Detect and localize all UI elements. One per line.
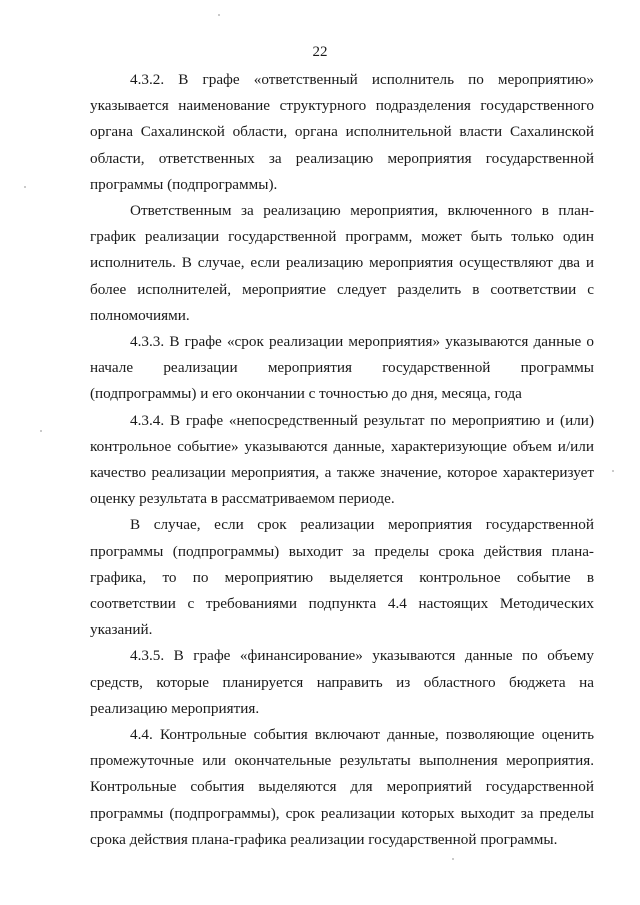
paragraph-4-3-3: 4.3.3. В графе «срок реализации мероприятия» указываются данные о начале реализации мероприятия государственной программы (подпрограммы) и его окончании с точностью до дня, месяца, года [90,333,594,403]
scan-speck [452,858,454,860]
scan-speck [24,186,26,188]
scan-speck [40,430,42,432]
scan-speck [612,470,614,472]
paragraph-4-3-2: 4.3.2. В графе «ответственный исполнитель по мероприятию» указывается наименование структурного подразделения государственного органа Сахалинской области, органа исполнительной власти Сахалинской области, ответственных за реализацию мероприятия государственной программы (подпрограммы). [90,71,594,193]
paragraph-responsible-executor: Ответственным за реализацию мероприятия, включенного в план-график реализации государственной программ, может быть только один исполнитель. В случае, если реализацию мероприятия осуществляют два и более исполнителей, мероприятие следует разделить в соответствии с полномочиями. [90,202,594,324]
scan-speck [218,14,220,16]
paragraph-4-4: 4.4. Контрольные события включают данные, позволяющие оценить промежуточные или окончательные результаты выполнения мероприятия. Контрольные события выделяются для мероприятий государственной программы (подпрограммы), срок реализации которых выходит за пределы срока действия плана-графика реализации государственной программы. [90,726,594,848]
paragraph-control-event: В случае, если срок реализации мероприятия государственной программы (подпрограммы) выходит за пределы срока действия плана-графика, то по мероприятию выделяется контрольное событие в соответствии с требованиями подпункта 4.4 настоящих Методических указаний. [90,516,594,639]
document-body [90,67,594,853]
paragraph-4-3-4: 4.3.4. В графе «непосредственный результат по мероприятию и (или) контрольное событие» указываются данные, характеризующие объем и/или качество реализации мероприятия, а также значение, которое характеризует оценку результата в рассматриваемом периоде. [90,411,594,508]
paragraph-4-3-5: 4.3.5. В графе «финансирование» указываются данные по объему средств, которые планируется направить из областного бюджета на реализацию мероприятия. [90,647,594,717]
page-number: 22 [312,44,328,60]
